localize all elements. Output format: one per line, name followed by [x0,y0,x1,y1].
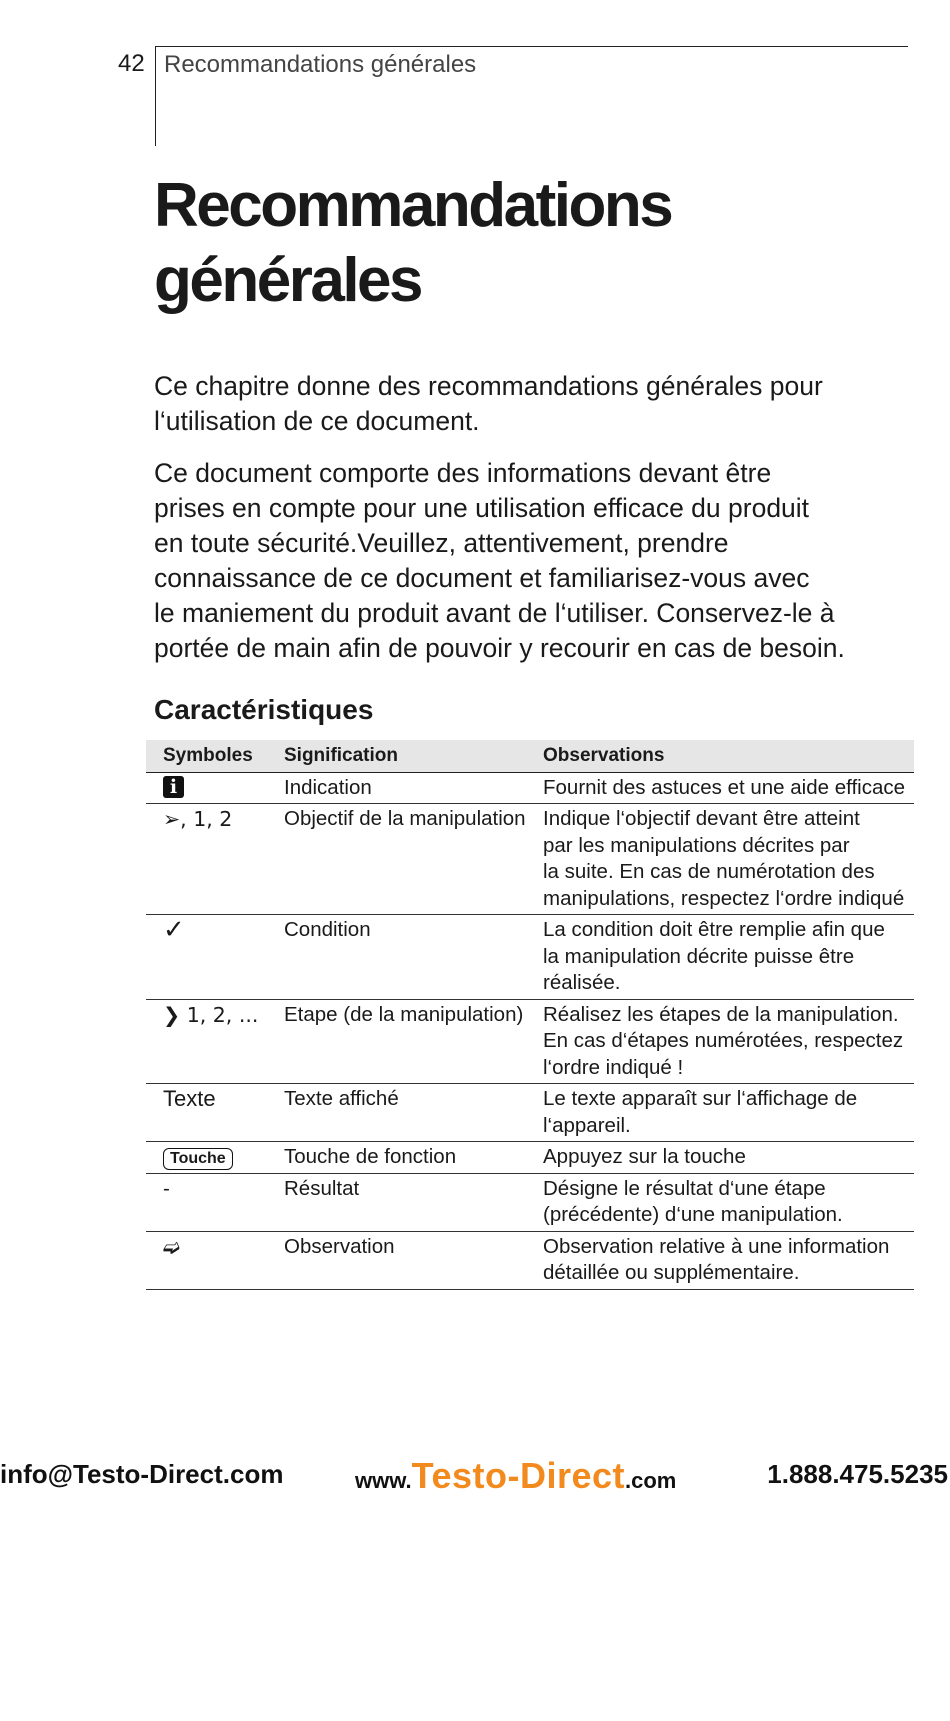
observation-line: Fournit des astuces et une aide efficace [543,775,906,799]
page-number: 42 [118,50,145,77]
column-header-symbols: Symboles [146,740,284,772]
symbol-cell [146,804,284,915]
observation-line: la manipulation décrite puisse être [543,944,855,968]
observation-line: Le texte apparaît sur l‘affichage de [543,1087,858,1110]
paragraph-2-line: le maniement du produit avant de l‘utiliser. Conservez-le à [154,598,835,628]
table-row [146,915,914,1000]
paragraph-1 [154,369,914,439]
table-row [146,1231,914,1289]
observation-line: Indique l‘objectif devant être atteint [543,807,860,830]
characteristics-table [146,740,914,1290]
header-horizontal-rule [155,46,908,47]
symbol-cell [146,915,284,1000]
table-row [146,1173,914,1231]
page-title [154,168,671,318]
observation-line: manipulations, respectez l‘ordre indiqué [543,886,905,910]
symbol-cell [146,1173,284,1231]
symbol-cell [146,1084,284,1142]
observation-line: Réalisez les étapes de la manipulation. [543,1002,899,1026]
paragraph-2-line: prises en compte pour une utilisation efficace du produit [154,493,810,523]
observation-cell [543,915,914,1000]
hand-pointer-icon: ➫ [163,1234,181,1259]
contact-footer [0,1455,950,1495]
website-brand: Testo-Direct [411,1455,626,1496]
table-row [146,999,914,1084]
arrow-icon: ➢, 1, 2 [163,807,233,831]
page-title-line-1: Recommandations [154,171,672,240]
observation-cell [543,804,914,915]
observation-line: réalisée. [543,971,621,994]
dash-icon: - [163,1176,170,1200]
meaning-cell: Observation [284,1231,543,1289]
text-display-icon: Texte [163,1086,216,1111]
check-icon: ✓ [163,915,185,945]
page-title-line-2: générales [154,246,422,315]
running-title: Recommandations générales [164,51,477,78]
paragraph-2-line: portée de main afin de pouvoir y recourir en cas de besoin. [154,633,845,663]
meaning-cell: Etape (de la manipulation) [284,999,543,1084]
intro-text [154,369,914,683]
observation-line: détaillée ou supplémentaire. [543,1261,800,1284]
observation-cell [543,1084,914,1142]
symbol-cell [146,1231,284,1289]
website-prefix: www. [355,1468,412,1493]
website-suffix: .com [625,1468,677,1493]
footer-website-link[interactable] [355,1455,676,1497]
observation-line: la suite. En cas de numérotation des [543,860,875,883]
table-row [146,1084,914,1142]
meaning-cell: Résultat [284,1173,543,1231]
observation-cell [543,999,914,1084]
observation-cell [543,1231,914,1289]
observation-cell [543,1173,914,1231]
paragraph-1-line-2: l‘utilisation de ce document. [154,406,480,436]
observation-line: (précédente) d‘une manipulation. [543,1203,843,1226]
header-vertical-rule [155,46,156,146]
symbol-cell [146,772,284,804]
table-header-row [146,740,914,772]
paragraph-2-line: connaissance de ce document et familiarisez-vous avec [154,563,810,593]
symbol-cell [146,999,284,1084]
table-row [146,1142,914,1174]
observation-line: La condition doit être remplie afin que [543,918,885,941]
footer-email-link[interactable]: info@Testo-Direct.com [0,1459,284,1489]
meaning-cell: Touche de fonction [284,1142,543,1174]
info-icon: i [163,776,184,798]
observation-line: l‘appareil. [543,1113,631,1137]
meaning-cell: Condition [284,915,543,1000]
table-row [146,804,914,915]
observation-line: Observation relative à une information [543,1234,890,1258]
footer-phone-number[interactable]: 1.888.475.5235 [767,1459,948,1489]
paragraph-2-line: en toute sécurité.Veuillez, attentivement, prendre [154,528,729,558]
observation-line: par les manipulations décrites par [543,833,850,857]
observation-cell [543,1142,914,1174]
meaning-cell: Texte affiché [284,1084,543,1142]
paragraph-2 [154,456,914,666]
observation-cell [543,772,914,804]
observation-line: l‘ordre indiqué ! [543,1055,684,1079]
meaning-cell: Objectif de la manipulation [284,804,543,915]
meaning-cell: Indication [284,772,543,804]
section-heading: Caractéristiques [154,694,374,725]
observation-line: En cas d‘étapes numérotées, respectez [543,1029,904,1052]
paragraph-2-line: Ce document comporte des informations devant être [154,458,772,488]
observation-line: Appuyez sur la touche [543,1145,746,1168]
key-icon: Touche [163,1148,233,1170]
table-row [146,772,914,804]
column-header-observations: Observations [543,740,914,772]
column-header-meaning: Signification [284,740,543,772]
chevron-right-icon: ❯ 1, 2, ... [163,1002,259,1027]
observation-line: Désigne le résultat d‘une étape [543,1176,826,1200]
paragraph-1-line-1: Ce chapitre donne des recommandations générales pour [154,371,823,401]
symbol-cell [146,1142,284,1174]
